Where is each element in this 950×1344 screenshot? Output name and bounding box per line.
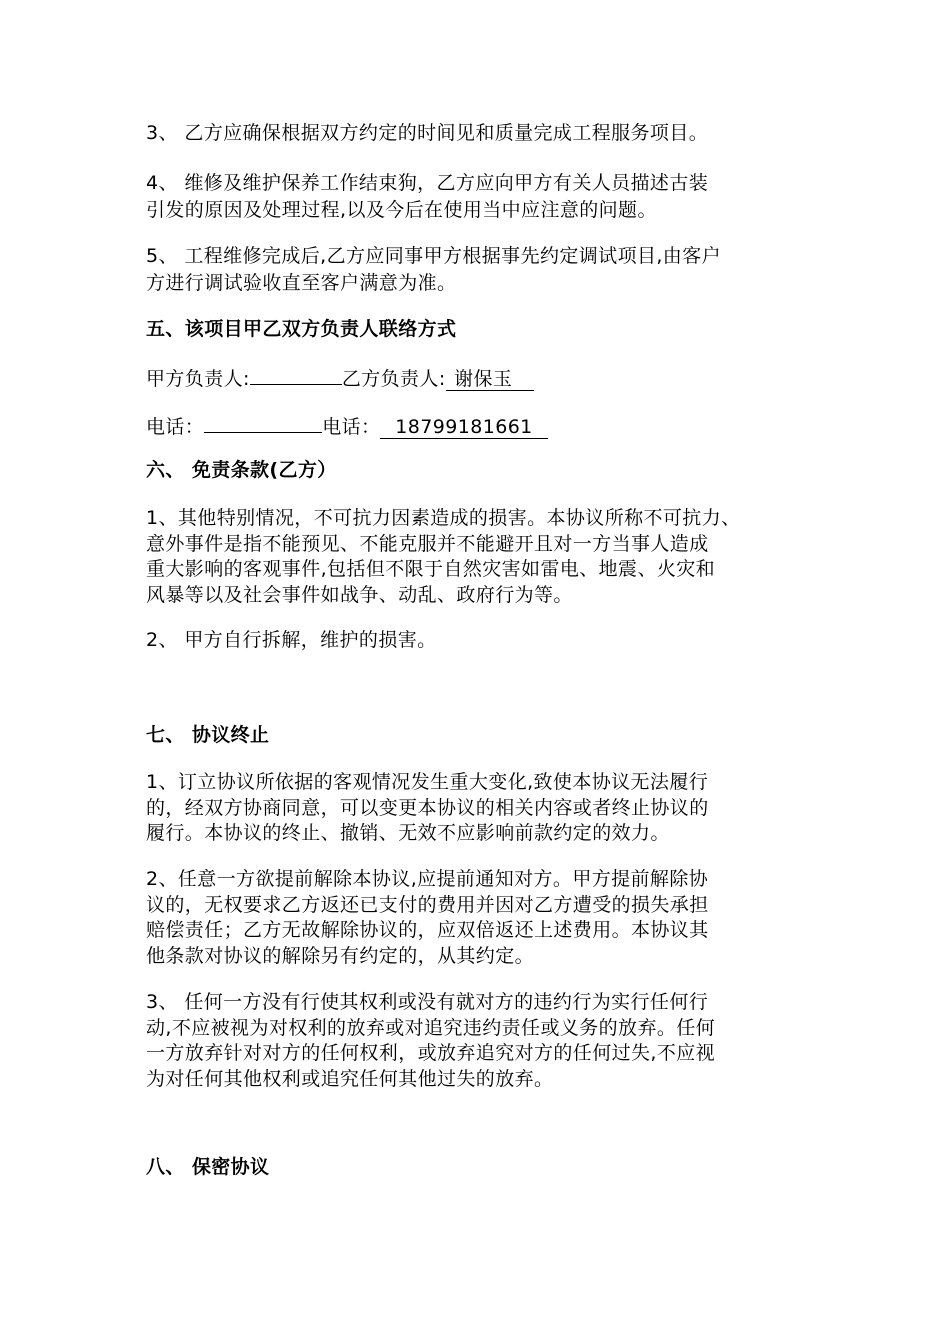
section-8-heading: 八、 保密协议 xyxy=(146,1156,270,1178)
phone-b-value: 18799181661 xyxy=(380,416,547,439)
section-6-p1-line-1: 1、其他特别情况，不可抗力因素造成的损害。本协议所称不可抗力、 xyxy=(146,507,741,529)
section-7-p2-line-4: 他条款对协议的解除另有约定的，从其约定。 xyxy=(146,945,535,967)
section-7-p1-line-2: 的，经双方协商同意，可以变更本协议的相关内容或者终止协议的 xyxy=(146,797,709,819)
section-7-p3-line-1: 3、 任何一方没有行使其权利或没有就对方的违约行为实行任何行 xyxy=(146,991,709,1013)
clause-4-line-1: 4、 维修及维护保养工作结束狗，乙方应向甲方有关人员描述古装 xyxy=(146,172,709,194)
section-7-p2-line-3: 赔偿责任；乙方无故解除协议的，应双倍返还上述费用。本协议其 xyxy=(146,919,709,941)
phone-b-label: 电话： xyxy=(322,416,381,438)
section-7-p2-line-2: 议的，无权要求乙方返还已支付的费用并因对乙方遭受的损失承担 xyxy=(146,894,709,916)
clause-3-line-1: 3、 乙方应确保根据双方约定的时间见和质量完成工程服务项目。 xyxy=(146,122,709,144)
contact-phones-row xyxy=(146,410,816,441)
clause-4-line-2: 引发的原因及处理过程,以及今后在使用当中应注意的问题。 xyxy=(146,199,657,221)
section-7-p3-line-3: 一方放弃针对对方的任何权利，或放弃追究对方的任何过失,不应视 xyxy=(146,1042,716,1064)
party-b-name: 谢保玉 xyxy=(446,368,534,391)
section-7-p1-line-1: 1、订立协议所依据的客观情况发生重大变化,致使本协议无法履行 xyxy=(146,771,709,793)
clause-5-line-1: 5、 工程维修完成后,乙方应同事甲方根据事先约定调试项目,由客户 xyxy=(146,245,722,267)
section-7-p3-line-2: 动,不应被视为对权利的放弃或对追究违约责任或义务的放弃。任何 xyxy=(146,1017,716,1039)
section-6-heading: 六、 免责条款(乙方） xyxy=(146,459,337,481)
party-b-label: 乙方负责人: xyxy=(341,368,446,390)
section-7-p1-line-3: 履行。本协议的终止、撤销、无效不应影响前款约定的效力。 xyxy=(146,822,670,844)
section-6-p2-line-1: 2、 甲方自行拆解，维护的损害。 xyxy=(146,629,437,651)
clause-5-line-2: 方进行调试验收直至客户满意为准。 xyxy=(146,272,457,294)
party-a-name-blank xyxy=(250,362,342,385)
phone-a-blank xyxy=(204,410,322,433)
phone-a-label: 电话： xyxy=(146,416,205,438)
section-5-heading: 五、该项目甲乙双方负责人联络方式 xyxy=(146,318,457,340)
section-7-p2-line-1: 2、任意一方欲提前解除本协议,应提前通知对方。甲方提前解除协 xyxy=(146,868,709,890)
party-a-label: 甲方负责人: xyxy=(146,368,250,390)
contact-names-row xyxy=(146,362,816,393)
section-6-p1-line-2: 意外事件是指不能预见、不能克服并不能避开且对一方当事人造成 xyxy=(146,533,709,555)
section-6-p1-line-3: 重大影响的客观事件,包括但不限于自然灾害如雷电、地震、火灾和 xyxy=(146,558,716,580)
section-7-heading: 七、 协议终止 xyxy=(146,724,270,746)
section-6-p1-line-4: 风暴等以及社会事件如战争、动乱、政府行为等。 xyxy=(146,584,573,606)
section-7-p3-line-4: 为对任何其他权利或追究任何其他过失的放弃。 xyxy=(146,1068,554,1090)
